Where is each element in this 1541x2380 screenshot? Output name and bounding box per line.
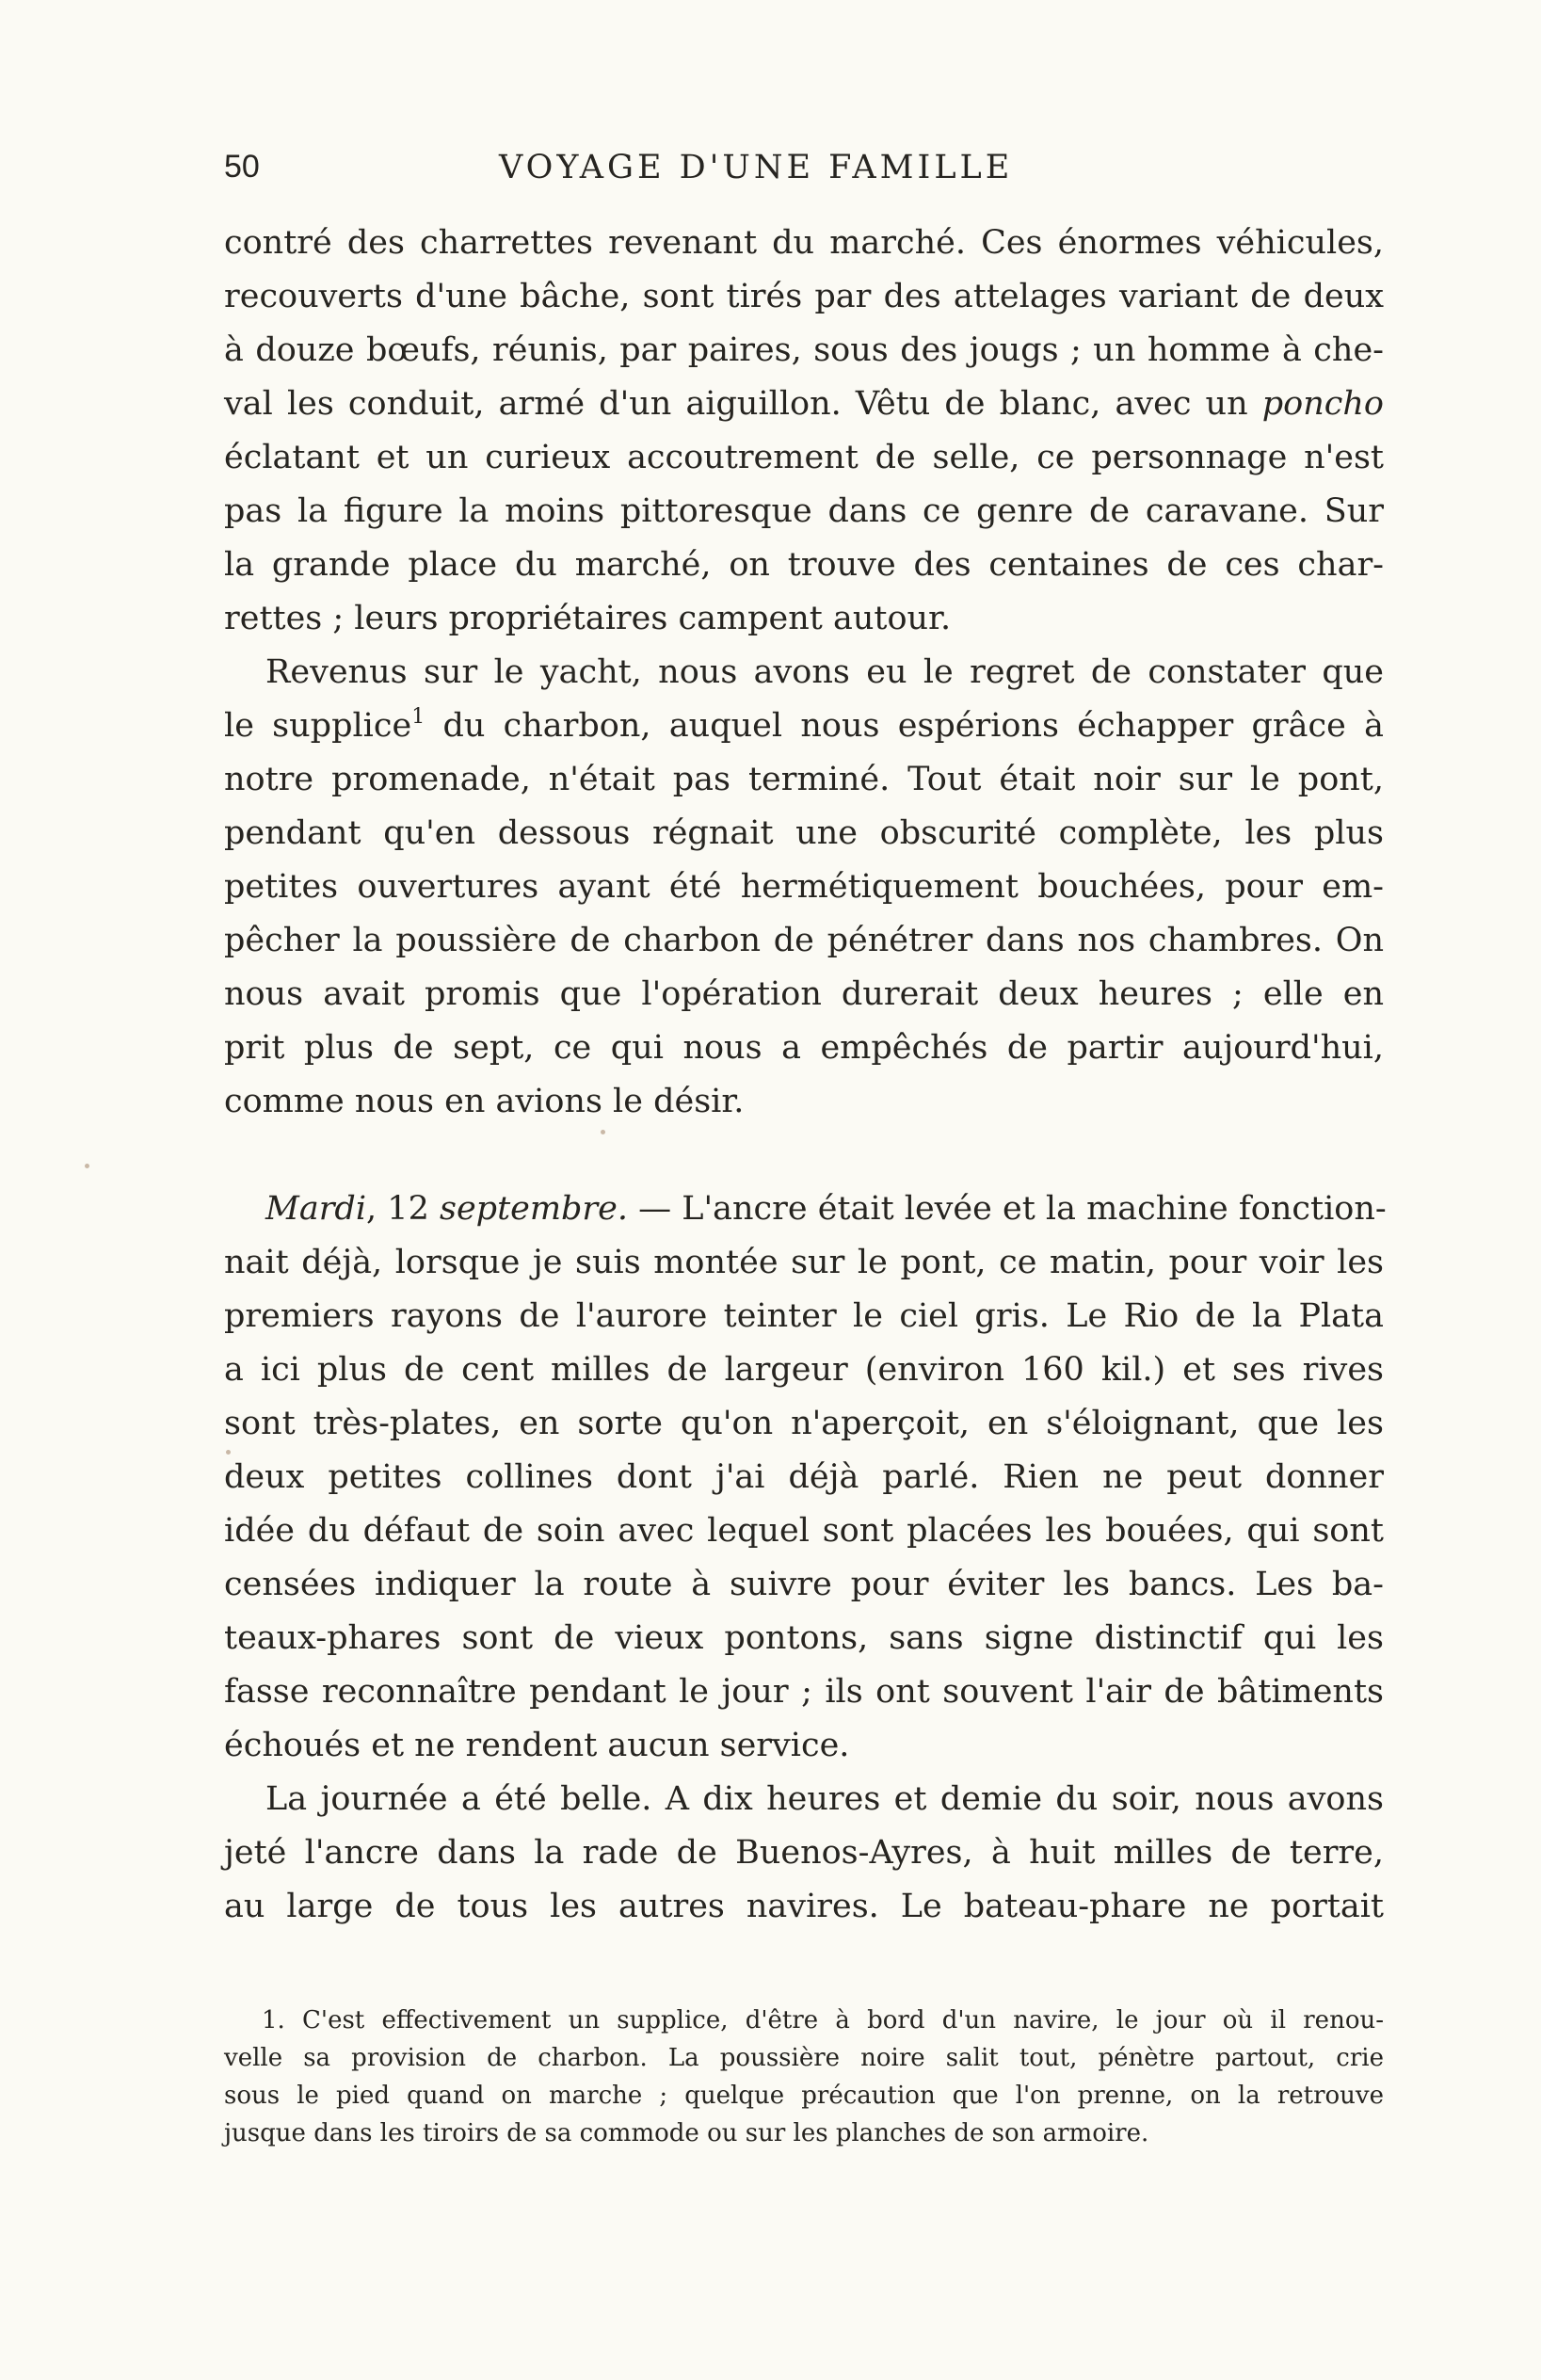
text-line: pêcher la poussière de charbon de pénétrer dans nos chambres. On bbox=[224, 922, 1384, 959]
text-line: La journée a été belle. A dix heures et demie du soir, nous avons bbox=[265, 1780, 1384, 1818]
text-line: petites ouvertures ayant été hermétiquement bouchées, pour em- bbox=[224, 868, 1384, 906]
text-line: sont très-plates, en sorte qu'on n'aperçoit, en s'éloignant, que les bbox=[224, 1405, 1384, 1442]
italic-word: Mardi bbox=[265, 1190, 367, 1228]
text-line: pendant qu'en dessous régnait une obscurité complète, les plus bbox=[224, 814, 1384, 852]
text-line: deux petites collines dont j'ai déjà parlé. Rien ne peut donner bbox=[224, 1458, 1384, 1496]
footnote-reference: 1 bbox=[411, 705, 425, 729]
text-line: la grande place du marché, on trouve des centaines de ces char- bbox=[224, 546, 1384, 584]
text-line: échoués et ne rendent aucun service. bbox=[224, 1727, 850, 1764]
text-line: recouverts d'une bâche, sont tirés par des attelages variant de deux bbox=[224, 278, 1384, 315]
text-line bbox=[224, 1182, 1387, 1236]
footnote-line: velle sa provision de charbon. La poussière noire salit tout, pénètre partout, crie bbox=[224, 2044, 1384, 2072]
text-line: Revenus sur le yacht, nous avons eu le regret de constater que bbox=[265, 653, 1384, 691]
footnote-line: 1. C'est effectivement un supplice, d'être à bord d'un navire, le jour où il renou- bbox=[262, 2006, 1384, 2034]
footnotes bbox=[224, 2002, 1384, 2152]
text-line: notre promenade, n'était pas terminé. Tout était noir sur le pont, bbox=[224, 761, 1384, 798]
footnote-line: sous le pied quand on marche ; quelque précaution que l'on prenne, on la retrouve bbox=[224, 2082, 1384, 2110]
text-run: val les conduit, armé d'un aiguillon. Vêtu de blanc, avec un bbox=[224, 385, 1248, 423]
text-line: censées indiquer la route à suivre pour éviter les bancs. Les ba- bbox=[224, 1566, 1384, 1603]
text-line: premiers rayons de l'aurore teinter le ciel gris. Le Rio de la Plata bbox=[224, 1297, 1384, 1335]
text-line: comme nous en avions le désir. bbox=[224, 1083, 745, 1120]
footnote-line: jusque dans les tiroirs de sa commode ou sur les planches de son armoire. bbox=[224, 2119, 1149, 2147]
italic-word: septembre. bbox=[439, 1190, 629, 1228]
running-head bbox=[224, 143, 1384, 200]
text-line: prit plus de sept, ce qui nous a empêchés de partir aujourd'hui, bbox=[224, 1029, 1384, 1067]
text-run: , 12 bbox=[366, 1190, 429, 1228]
paper-speck bbox=[226, 1450, 231, 1455]
text-run: du charbon, auquel nous espérions échapper grâce à bbox=[442, 707, 1384, 745]
running-title: VOYAGE D'UNE FAMILLE bbox=[499, 149, 1014, 186]
text-line: jeté l'ancre dans la rade de Buenos-Ayres, à huit milles de terre, bbox=[224, 1834, 1384, 1872]
text-line: teaux-phares sont de vieux pontons, sans signe distinctif qui les bbox=[224, 1619, 1384, 1657]
paper-speck bbox=[601, 1130, 605, 1134]
text-line: éclatant et un curieux accoutrement de selle, ce personnage n'est bbox=[224, 439, 1384, 476]
page-number: 50 bbox=[224, 149, 260, 185]
text-line: rettes ; leurs propriétaires campent autour. bbox=[224, 600, 952, 637]
italic-word: poncho bbox=[1261, 385, 1384, 423]
text-line bbox=[224, 700, 1384, 753]
text-line bbox=[224, 378, 1384, 431]
text-line: idée du défaut de soin avec lequel sont placées les bouées, qui sont bbox=[224, 1512, 1384, 1550]
body-text bbox=[224, 217, 1387, 1934]
text-line: au large de tous les autres navires. Le bateau-phare ne portait bbox=[224, 1888, 1384, 1925]
text-line: a ici plus de cent milles de largeur (environ 160 kil.) et ses rives bbox=[224, 1351, 1384, 1389]
text-line: nous avait promis que l'opération durerait deux heures ; elle en bbox=[224, 975, 1384, 1013]
text-line: fasse reconnaître pendant le jour ; ils ont souvent l'air de bâtiments bbox=[224, 1673, 1384, 1711]
text-run: le supplice bbox=[224, 707, 412, 745]
text-line: à douze bœufs, réunis, par paires, sous des jougs ; un homme à che- bbox=[224, 331, 1384, 369]
text-run: — L'ancre était levée et la machine fonction- bbox=[638, 1190, 1387, 1228]
text-line: nait déjà, lorsque je suis montée sur le pont, ce matin, pour voir les bbox=[224, 1244, 1384, 1281]
text-line: contré des charrettes revenant du marché. Ces énormes véhicules, bbox=[224, 224, 1384, 262]
paper-speck bbox=[85, 1164, 89, 1168]
text-line: pas la figure la moins pittoresque dans ce genre de caravane. Sur bbox=[224, 492, 1384, 530]
